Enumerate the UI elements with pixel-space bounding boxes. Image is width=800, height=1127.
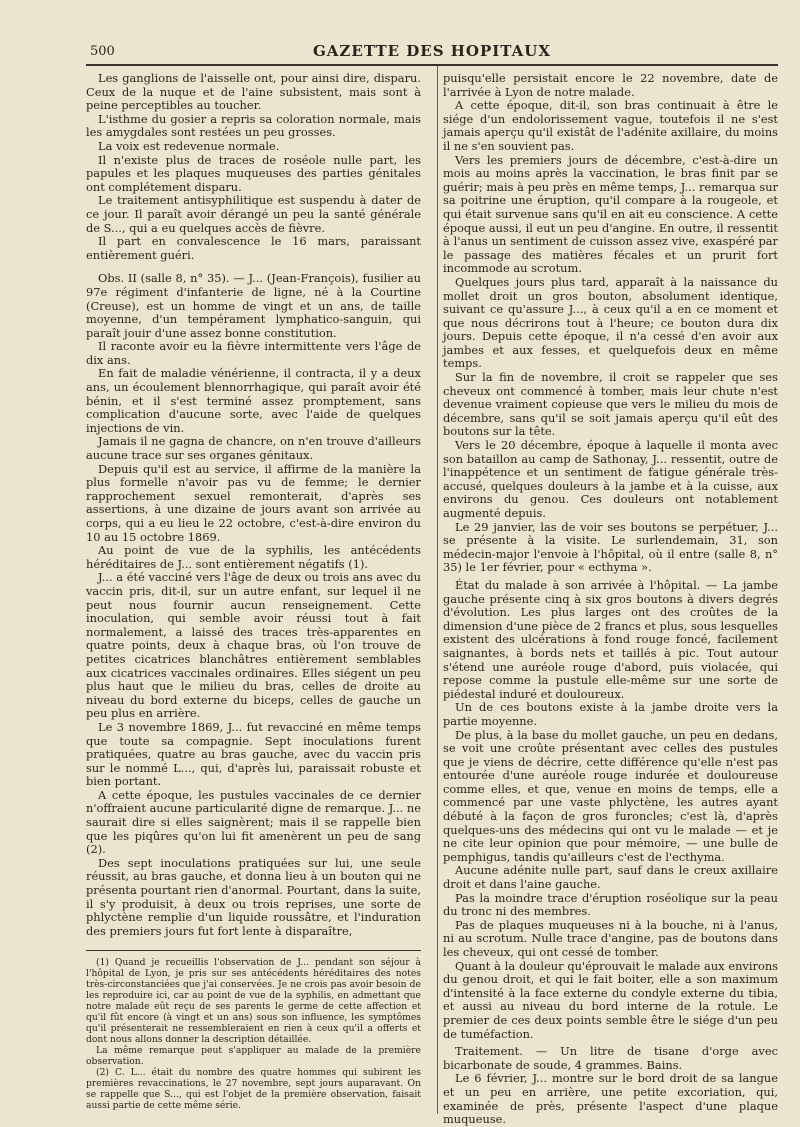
- paragraph: La voix est redevenue normale.: [98, 138, 280, 153]
- paragraph: Depuis qu'il est au service, il affirme de la manière la plus formelle n'avoir pas vu de femme; le dernier rapprochement sexuel remonterait, d'après ses assertions, à une dizaine de jours avant son arrivée au corps, qui a eu lieu le 22 octobre, c'est-à-dire environ du 10 au 15 octobre 1869.: [86, 461, 421, 544]
- paragraph: J... a été vacciné vers l'âge de deux ou trois ans avec du vaccin pris, dit-il, sur un autre enfant, sur lequel il ne peut nous fournir aucun renseignement. Cette inoculation, qui semble avoir réussi tout à fait normalement, a laissé des traces très-apparentes en quatre points, deux à chaque bras, où l'on trouve de petites cicatrices blanchâtres entièrement semblables aux cicatrices vaccinales ordinaires. Elles siégent un peu plus haut que le milieu du bras, celles de droite au niveau du bord externe du biceps, celles de gauche un peu plus en arrière.: [86, 570, 421, 721]
- paragraph: Un de ces boutons existe à la jambe droite vers la partie moyenne.: [443, 700, 778, 728]
- paragraph: Le 29 janvier, las de voir ses boutons se perpétuer, J... se présente à la visite. Le surlendemain, 31, son médecin-major l'envoie à l'hôpital, où il entre (salle 8, n° 35) le 1er février, pour « ecthyma ».: [443, 519, 778, 575]
- right-column: [443, 71, 778, 1127]
- paragraph: Traitement. — Un litre de tisane d'orge avec bicarbonate de soude, 4 grammes. Bains.: [443, 1044, 778, 1072]
- paragraph: Le 6 février, J... montre sur le bord droit de sa langue et un peu en arrière, une petite excoriation, qui, examinée de près, présente l'aspect d'une plaque muqueuse.: [443, 1071, 778, 1127]
- paragraph: Sur la fin de novembre, il croit se rappeler que ses cheveux ont commencé à tomber, mais leur chute n'est devenue vraiment copieuse que vers le milieu du mois de décembre, sans qu'il se soit jamais aperçu qu'il eût des boutons sur la tête.: [443, 370, 778, 439]
- footnote: (1) Quand je recueillis l'observation de J... pendant son séjour à l'hôpital de Lyon, je pris sur ses antécédents héréditaires des notes très-circonstanciées que j'ai conservées. Je ne crois pas avoir besoin de les reproduire ici, car au point de vue de la syphilis, en admettant que notre malade eût reçu de ses parents le germe de cette affection et qu'il fût encore (à vingt et un ans) sous son influence, les symptômes qu'il présenterait ne ressembleraient en rien à ceux qu'il a offerts et dont nous allons donner la description détaillée.: [86, 957, 421, 1046]
- paragraph: Aucune adénite nulle part, sauf dans le creux axillaire droit et dans l'aine gauche.: [443, 863, 778, 892]
- paragraph: Quelques jours plus tard, apparaît à la naissance du mollet droit un gros bouton, absolument identique, suivant ce qu'assure J..., à ceux qu'il a en ce moment et que nous décrirons tout à l'heure; ce bouton dura dix jours. Depuis cette époque, il n'a cessé d'en avoir aux jambes et aux fesses, et quelquefois deux en même temps.: [443, 274, 778, 371]
- paragraph: Jamais il ne gagna de chancre, on n'en trouve d'ailleurs aucune trace sur ses organes génitaux.: [86, 434, 421, 463]
- journal-title: GAZETTE DES HOPITAUX: [312, 42, 551, 60]
- page-number: 500: [90, 44, 115, 59]
- paragraph: État du malade à son arrivée à l'hôpital. — La jambe gauche présente cinq à six gros boutons à divers degrés d'évolution. Les plus larges ont des croûtes de la dimension d'une pièce de 2 francs et plus, sous lesquelles existent des ulcérations à fond rouge foncé, facilement saignantes, à bords nets et taillés à pic. Tout autour s'étend une auréole rouge d'abord, puis violacée, qui repose comme la pustule elle-même sur une sorte de piédestal induré et douloureux.: [443, 577, 778, 701]
- footnote: La même remarque peut s'appliquer au malade de la première observation.: [86, 1045, 421, 1068]
- paragraph: De plus, à la base du mollet gauche, un peu en dedans, se voit une croûte présentant avec celles des pustules que je viens de décrire, cette différence qu'elle n'est pas entourée d'une auréole rouge indurée et douloureuse comme elles, et que, venue en moins de temps, elle a commencé par une vaste phlyctène, les autres ayant débuté à la façon de gros furoncles; c'est là, d'après quelques-uns des médecins qui ont vu le malade — et je ne cite leur opinion que pour mémoire, — une bulle de pemphigus, tandis qu'ailleurs c'est de l'ecthyma.: [443, 727, 778, 864]
- paragraph: Pas la moindre trace d'éruption roséolique sur la peau du tronc ni des membres.: [443, 890, 778, 919]
- observation-heading-paragraph: Obs. II (salle 8, n° 35). — J... (Jean-François), fusilier au 97e régiment d'infanterie de ligne, né à la Courtine (Creuse), est un homme de vingt et un ans, de taille moyenne, d'un tempérament lymphatico-sanguin, qui paraît jouir d'une assez bonne constitution.: [86, 271, 421, 340]
- paragraph: A cette époque, les pustules vaccinales de ce dernier n'offraient aucune particularité digne de remarque. J... ne saurait dire si elles saignèrent; mais il se rappelle bien que les piqûres qu'on lui fit amenèrent un peu de sang (2).: [86, 787, 421, 857]
- paragraph: Des sept inoculations pratiquées sur lui, une seule réussit, au bras gauche, et donna lieu à un bouton qui ne présenta pourtant rien d'anormal. Pourtant, dans la suite, il s'y produisit, à deux ou trois reprises, une sorte de phlyctène remplie d'un liquide roussâtre, et l'induration des premiers jours fut fort lente à disparaître,: [86, 855, 421, 938]
- paragraph: Quant à la douleur qu'éprouvait le malade aux environs du genou droit, et qui le fait boiter, elle a son maximum d'intensité à la face externe du condyle externe du tibia, et aussi au niveau du bord interne de la rotule. Le premier de ces deux points semble être le siége d'un peu de tuméfaction.: [443, 958, 778, 1041]
- paragraph: Vers les premiers jours de décembre, c'est-à-dire un mois au moins après la vaccination, le bras finit par se guérir; mais à peu près en même temps, J... remarqua sur sa poitrine une éruption, qu'il compare à la rougeole, et qui était survenue sans qu'il en ait eu conscience. A cette époque aussi, il eut un peu d'angine. En outre, il ressentit à l'anus un sentiment de cuisson assez vive, exaspéré par le passage des matières fécales et un prurit fort incommode au scrotum.: [443, 152, 778, 276]
- paragraph: L'isthme du gosier a repris sa coloration normale, mais les amygdales sont restées un peu grosses.: [86, 111, 421, 140]
- paragraph: Vers le 20 décembre, époque à laquelle il monta avec son bataillon au camp de Sathonay, J... ressentit, outre de l'inappétence et un sentiment de fatigue générale très-accusé, quelques douleurs à la jambe et à la cuisse, aux environs du genou. Ces douleurs ont notablement augmenté depuis.: [443, 438, 778, 520]
- paragraph: Il n'existe plus de traces de roséole nulle part, les papules et les plaques muqueuses des parties génitales ont complétement disparu.: [86, 152, 421, 194]
- paragraph: Le traitement antisyphilitique est suspendu à dater de ce jour. Il paraît avoir dérangé un peu la santé générale de S..., qui a eu quelques accès de fièvre.: [86, 193, 421, 235]
- paragraph: Les ganglions de l'aisselle ont, pour ainsi dire, disparu. Ceux de la nuque et de l'aine subsistent, mais sont à peine perceptibles au toucher.: [86, 71, 421, 113]
- left-column: [86, 72, 421, 1112]
- column-divider: [437, 66, 438, 1114]
- page-header: [86, 40, 778, 62]
- footnotes: [86, 957, 421, 1111]
- paragraph: Pas de plaques muqueuses ni à la bouche, ni à l'anus, ni au scrotum. Nulle trace d'angine, pas de boutons dans les cheveux, qui ont cessé de tomber.: [443, 917, 778, 959]
- paragraph: A cette époque, dit-il, son bras continuait à être le siége d'un endolorissement vague, toutefois il ne s'est jamais aperçu qu'il existât de l'adénite axillaire, du moins il ne s'en souvient pas.: [443, 98, 778, 153]
- footnote-rule: [86, 950, 421, 951]
- paragraph: Le 3 novembre 1869, J... fut revacciné en même temps que toute sa compagnie. Sept inoculations furent pratiquées, quatre au bras gauche, avec du vaccin pris sur le nommé L..., qui, d'après lui, paraissait robuste et bien portant.: [86, 719, 421, 789]
- paragraph: puisqu'elle persistait encore le 22 novembre, date de l'arrivée à Lyon de notre malade.: [443, 71, 778, 99]
- paragraph: Il raconte avoir eu la fièvre intermittente vers l'âge de dix ans.: [86, 339, 421, 367]
- paragraph: En fait de maladie vénérienne, il contracta, il y a deux ans, un écoulement blennorrhagique, qui paraît avoir été bénin, et il s'est terminé assez promptement, sans complication d'aucune sorte, avec l'aide de quelques injections de vin.: [86, 366, 421, 435]
- header-rule: [86, 64, 778, 66]
- footnote: (2) C. L... était du nombre des quatre hommes qui subirent les premières revaccinations, le 27 novembre, sept jours auparavant. On se rappelle que S..., qui est l'objet de la première observation, faisait aussi partie de cette même série.: [86, 1067, 421, 1112]
- paragraph: Au point de vue de la syphilis, les antécédents héréditaires de J... sont entièrement négatifs (1).: [86, 543, 421, 571]
- paragraph: Il part en convalescence le 16 mars, paraissant entièrement guéri.: [86, 234, 421, 262]
